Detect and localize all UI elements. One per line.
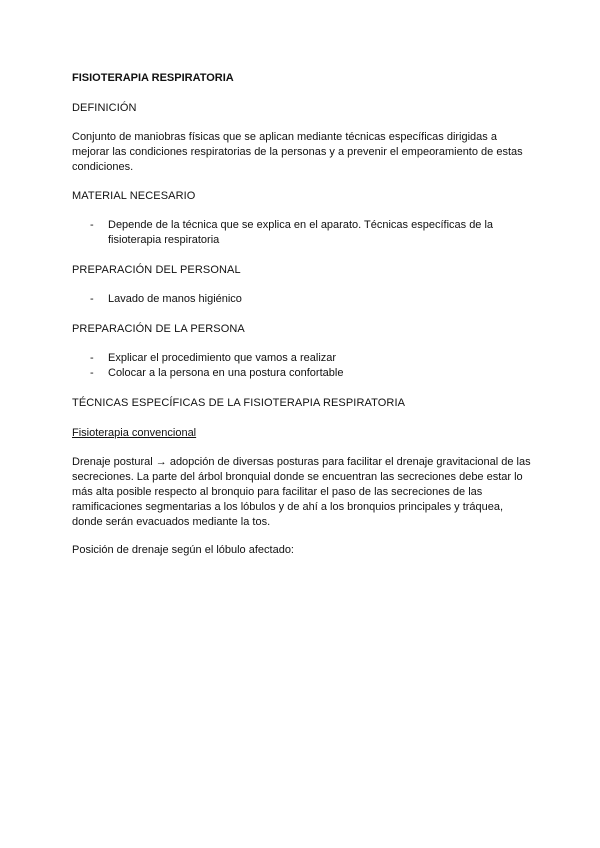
document-page: [72, 70, 532, 571]
position-label: Posición de drenaje según el lóbulo afectado:: [72, 544, 294, 556]
bullet-dash: -: [90, 219, 94, 231]
document-title: FISIOTERAPIA RESPIRATORIA: [72, 72, 234, 84]
definicion-text: Conjunto de maniobras físicas que se aplican mediante técnicas específicas dirigidas a mejorar las condiciones respiratorias de la personas y a prevenir el empeoramiento de estas condiciones.: [72, 131, 523, 173]
bullet-dash: -: [90, 352, 94, 364]
heading-definicion: DEFINICIÓN: [72, 102, 137, 114]
heading-material: MATERIAL NECESARIO: [72, 190, 196, 202]
heading-tecnicas: TÉCNICAS ESPECÍFICAS DE LA FISIOTERAPIA RESPIRATORIA: [72, 397, 406, 409]
list-item: [72, 292, 532, 307]
list-item: [72, 351, 532, 366]
list-item-text: Lavado de manos higiénico: [108, 293, 242, 305]
heading-persona: PREPARACIÓN DE LA PERSONA: [72, 323, 245, 335]
list-item: [72, 366, 532, 381]
list-item-text: Colocar a la persona en una postura confortable: [108, 367, 344, 379]
persona-list: [72, 351, 532, 381]
bullet-dash: -: [90, 367, 94, 379]
material-list: [72, 218, 532, 248]
list-item: [72, 218, 532, 248]
personal-list: [72, 292, 532, 307]
list-item-text: Explicar el procedimiento que vamos a realizar: [108, 352, 337, 364]
drenaje-paragraph: Drenaje postural → adopción de diversas posturas para facilitar el drenaje gravitacional de las secreciones. La parte del árbol bronquial donde se encuentran las secreciones debe estar lo más alta posible respecto al bronquio para facilitar el paso de las secreciones de las ramificaciones segmentarias a los lóbulos y de ahí a los bronquios principales y tráquea, donde serán evacuados mediante la tos.: [72, 456, 531, 528]
bullet-dash: -: [90, 293, 94, 305]
list-item-text: Depende de la técnica que se explica en el aparato. Técnicas específicas de la fisioterapia respiratoria: [108, 219, 494, 246]
heading-personal: PREPARACIÓN DEL PERSONAL: [72, 264, 241, 276]
subheading-fisioterapia-convencional: Fisioterapia convencional: [72, 427, 197, 439]
